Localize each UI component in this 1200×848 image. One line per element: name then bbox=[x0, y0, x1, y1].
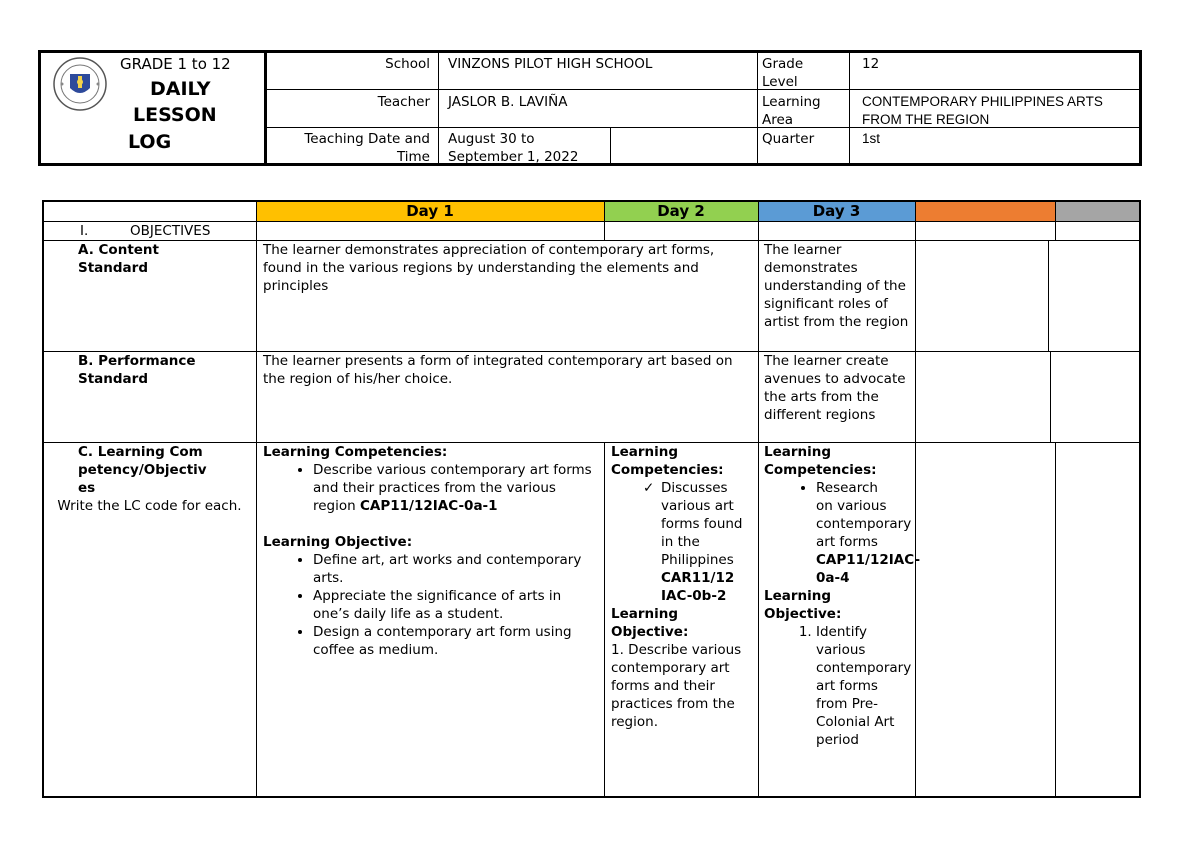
day2-objective-item: 1. Describe various contemporary art forms and their practices from the region. bbox=[611, 642, 742, 730]
teaching-date-value: August 30 to September 1, 2022 bbox=[448, 131, 579, 165]
day3-objective-item: 1. Identify various contemporary art forms from Pre-Colonial Art period bbox=[816, 623, 900, 749]
day1-comp-heading: Learning Competencies: bbox=[263, 444, 448, 460]
day2-competency-item: ✓ Discusses various art forms found in the Philippines CAR11/12 IAC-0b-2 bbox=[639, 479, 753, 605]
day3-competency-item: • Research on various contemporary art forms CAP11/12IAC-0a-4 bbox=[816, 479, 896, 587]
day3-competency-cell bbox=[764, 443, 921, 749]
day2-competency-cell bbox=[611, 443, 753, 731]
learning-competency-note: Write the LC code for each. bbox=[57, 498, 242, 514]
quarter-label: Quarter bbox=[762, 131, 815, 147]
day1-label: Day 1 bbox=[406, 202, 454, 220]
performance-standard-label: B. Performance Standard bbox=[78, 353, 201, 387]
day1-competency-cell bbox=[263, 443, 598, 659]
day3-obj-heading: Learning Objective: bbox=[764, 588, 842, 622]
day3-comp-code: CAP11/12IAC-0a-4 bbox=[816, 552, 921, 586]
deped-seal-logo bbox=[52, 56, 108, 112]
performance-standard-day12: The learner presents a form of integrated contemporary art based on the region of his/her choice. bbox=[263, 353, 737, 387]
learning-area-label: Learning Area bbox=[762, 94, 825, 128]
day1-comp-code: CAP11/12IAC-0a-1 bbox=[360, 498, 498, 514]
quarter-value: 1st bbox=[862, 131, 881, 146]
day1-objective-item: • Appreciate the significance of arts in one’s daily life as a student. bbox=[313, 587, 598, 623]
day1-obj-heading: Learning Objective: bbox=[263, 534, 413, 550]
content-standard-day3: The learner demonstrates understanding of the significant roles of artist from the region bbox=[764, 242, 911, 330]
day2-comp-heading: Learning Competencies: bbox=[611, 444, 724, 478]
learning-competency-label: C. Learning Competency/Objectives bbox=[78, 444, 207, 496]
content-standard-day12: The learner demonstrates appreciation of contemporary art forms, found in the various regions by understanding the elements and principles bbox=[263, 242, 719, 294]
day2-obj-heading: Learning Objective: bbox=[611, 606, 689, 640]
day1-objective-item: • Design a contemporary art form using coffee as medium. bbox=[313, 623, 598, 659]
teaching-date-label: Teaching Date and Time bbox=[304, 131, 435, 165]
teacher-label: Teacher bbox=[377, 94, 430, 110]
day1-competency-item: • Describe various contemporary art forms and their practices from the various region CAP11/12IAC-0a-1 bbox=[313, 461, 598, 515]
title-log: LOG bbox=[128, 131, 172, 153]
grade-level-label: Grade Level bbox=[762, 56, 808, 90]
day3-comp-heading: Learning Competencies: bbox=[764, 444, 877, 478]
teacher-value: JASLOR B. LAVIÑA bbox=[448, 94, 568, 110]
school-label: School bbox=[385, 56, 430, 72]
school-value: VINZONS PILOT HIGH SCHOOL bbox=[448, 56, 653, 72]
content-standard-label: A. Content Standard bbox=[78, 242, 164, 276]
objectives-heading: OBJECTIVES bbox=[130, 223, 211, 239]
title-lesson: LESSON bbox=[133, 104, 217, 126]
title-daily: DAILY bbox=[150, 78, 211, 100]
day2-label: Day 2 bbox=[657, 202, 705, 220]
day3-label: Day 3 bbox=[812, 202, 861, 220]
day1-objective-item: • Define art, art works and contemporary arts. bbox=[313, 551, 598, 587]
objectives-number: I. bbox=[80, 223, 89, 239]
learning-area-value: CONTEMPORARY PHILIPPINES ARTS FROM THE REGION bbox=[862, 94, 1107, 127]
grade-level-value: 12 bbox=[862, 56, 880, 72]
performance-standard-day3: The learner create avenues to advocate the arts from the different regions bbox=[764, 353, 910, 423]
day2-comp-code: CAR11/12 IAC-0b-2 bbox=[661, 570, 735, 604]
grade-range-label: GRADE 1 to 12 bbox=[120, 55, 231, 73]
